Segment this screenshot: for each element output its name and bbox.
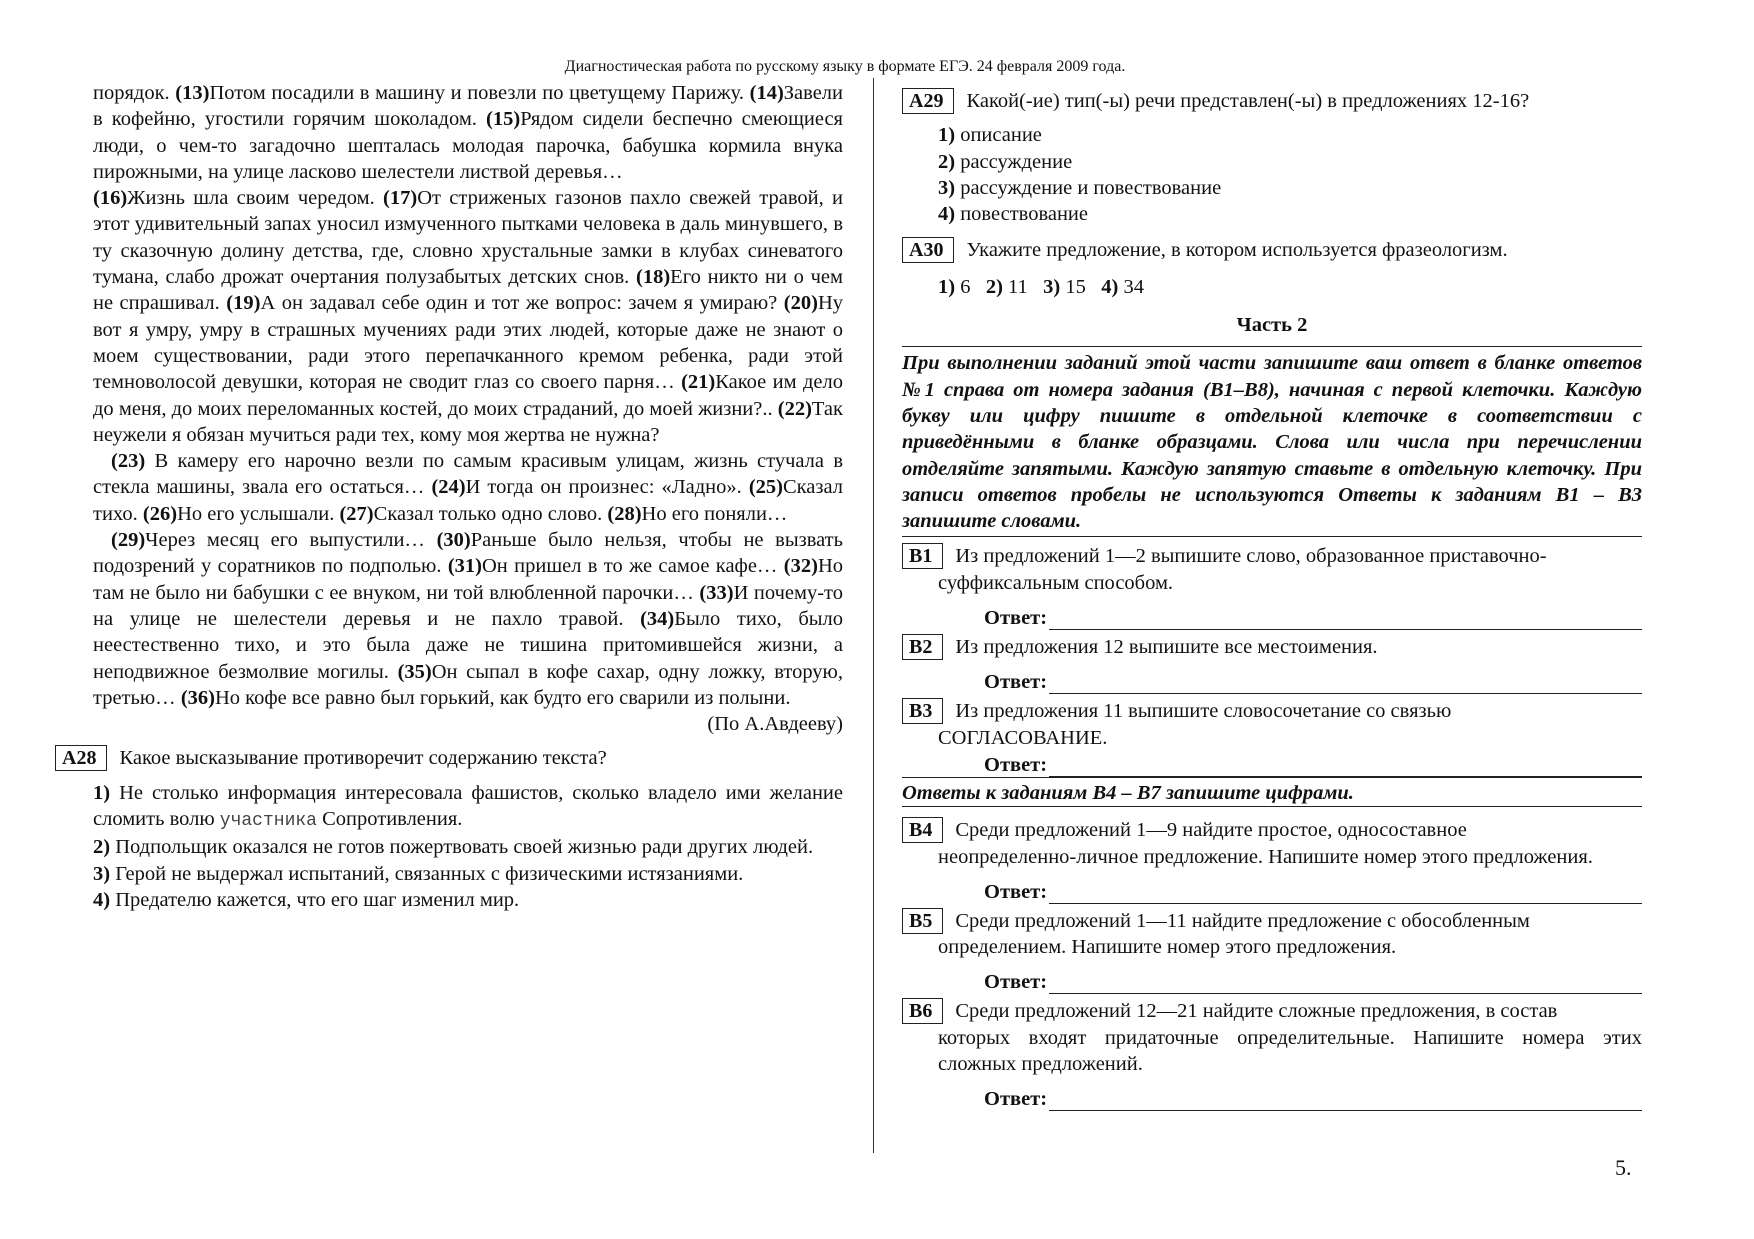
sentence-text: Его никто ни о чем не спрашивал. xyxy=(93,266,843,315)
answer-label: Ответ: xyxy=(984,1088,1048,1111)
sentence-number: (20) xyxy=(783,292,818,315)
sentence-text: Он пришел в то же самое кафе… xyxy=(482,555,784,578)
sentence-text: А он задавал себе один и тот же вопрос: зачем я умираю? xyxy=(260,292,784,315)
task-a29-option xyxy=(938,149,1642,175)
answer-line xyxy=(902,670,1642,694)
task-b1-question: Из предложений 1—2 выпишите слово, образованное приставочно- xyxy=(955,545,1547,568)
answer-blank xyxy=(1049,1090,1642,1111)
task-b5 xyxy=(902,908,1642,995)
task-a28 xyxy=(55,745,843,771)
answer-label: Ответ: xyxy=(984,753,1048,776)
sentence-text: Рядом сидели беспечно смеющиеся люди, о чем-то загадочно шепталась молодая парочка, бабушка кормила внука пирожными, на улице ласково шелестели листвой деревья… xyxy=(93,108,843,183)
sentence-number: (27) xyxy=(339,502,374,525)
sentence-text: Но там не было ни бабушки с ее внуком, ни той влюбленной парочки… xyxy=(93,555,844,604)
option-number: 4) xyxy=(1101,275,1124,298)
words-note: Ответы к заданиям В1 – В3 запишите словами. xyxy=(902,483,1642,533)
part-2-instructions xyxy=(902,350,1642,534)
sentence-text: Но кофе все равно был горький, как будто его сварили из полыни. xyxy=(214,686,791,709)
answer-blank xyxy=(1049,973,1642,994)
part-2-top-rule xyxy=(902,346,1642,347)
task-b2-label: B2 xyxy=(902,634,943,660)
answer-line xyxy=(902,606,1642,630)
task-a30-question: Укажите предложение, в котором используется фразеологизм. xyxy=(966,239,1508,262)
task-a29-question: Какой(-ие) тип(-ы) речи представлен(-ы) в предложениях 12-16? xyxy=(966,90,1530,112)
digits-note: Ответы к заданиям В4 – В7 запишите цифрами. xyxy=(902,781,1354,804)
option-text: Предателю кажется, что его шаг изменил мир. xyxy=(115,888,520,911)
task-a28-label: A28 xyxy=(55,745,107,771)
answer-blank xyxy=(1049,609,1642,630)
option-text: 34 xyxy=(1123,275,1160,298)
answer-label: Ответ: xyxy=(984,880,1048,903)
task-b3-label: B3 xyxy=(902,698,943,724)
task-a30-label: A30 xyxy=(902,237,954,263)
option-number: 2) xyxy=(985,275,1009,298)
task-a28-option xyxy=(93,834,843,860)
story-paragraph xyxy=(93,185,843,448)
task-b1-question-continued: суффиксальным способом. xyxy=(938,571,1174,594)
sentence-text: Было тихо, было неестественно тихо, и это была даже не тишина притомившейся жизни, а неподвижное безмолвие могилы. xyxy=(93,607,844,683)
sentence-number: (34) xyxy=(640,607,675,630)
task-b5-label: B5 xyxy=(902,908,943,934)
task-a29-options xyxy=(938,122,1642,227)
task-a30-options xyxy=(938,274,1642,300)
sentence-text: В камеру его нарочно везли по самым красивым улицам, жизнь стучала в стекла машины, звала его остаться… xyxy=(93,450,843,499)
task-line xyxy=(902,698,1642,724)
answer-line xyxy=(902,753,1642,777)
part-2-instructions-rule xyxy=(902,536,1642,537)
sentence-text: Потом посадили в машину и повезли по цветущему Парижу. xyxy=(209,82,750,104)
option-text: 6 xyxy=(960,275,986,298)
sentence-number: (17) xyxy=(383,187,418,210)
task-b2 xyxy=(902,634,1642,694)
sentence-number: (21) xyxy=(681,371,716,394)
task-b5-question-continued: определением. Напишите номер этого предложения. xyxy=(938,936,1397,959)
task-b4 xyxy=(902,817,1642,904)
sentence-text: Ну вот я умру, умру в страшных мучениях ради этих людей, которые даже не знают о моем существовании, ради этого перепачканного кремом ребенка, ради этой темноволосой девушки, которая не сводит глаз со своего парня… xyxy=(93,292,843,394)
task-b1-label: B1 xyxy=(902,543,943,569)
option-text: Подпольщик оказался не готов пожертвовать своей жизнью ради других людей. xyxy=(115,836,814,859)
task-b5-question: Среди предложений 1—11 найдите предложение с обособленным xyxy=(955,909,1530,932)
task-line xyxy=(902,998,1642,1024)
task-b3-question-continued: СОГЛАСОВАНИЕ. xyxy=(938,726,1108,749)
part-2-title: Часть 2 xyxy=(1236,314,1308,337)
sentence-text: Раньше было нельзя, чтобы не вызвать подозрений у соратников по подполью. xyxy=(93,529,843,578)
answer-line xyxy=(902,970,1642,994)
sentence-text: Сказал тихо. xyxy=(93,476,843,525)
sentence-text: Он сыпал в кофе сахар, одну ложку, вторую, третью… xyxy=(93,660,843,709)
story-text xyxy=(93,80,843,711)
sentence-text: Через месяц его выпустили… xyxy=(145,529,437,552)
page-header: Диагностическая работа по русскому языку в формате ЕГЭ. 24 февраля 2009 года. xyxy=(564,58,1126,75)
sentence-number: (18) xyxy=(636,266,671,289)
sentence-number: (29) xyxy=(111,529,146,552)
task-line xyxy=(902,817,1642,843)
sentence-number: (35) xyxy=(397,660,432,683)
task-b6-question-continued: которых входят придаточные определительные. Напишите номера этих сложных предложений. xyxy=(938,1026,1642,1076)
task-b3 xyxy=(902,698,1642,777)
sentence-text: Но его услышали. xyxy=(177,502,340,525)
answer-label: Ответ: xyxy=(984,607,1048,630)
sentence-number: (24) xyxy=(431,476,466,499)
answer-label: Ответ: xyxy=(984,971,1048,994)
task-b4-question: Среди предложений 1—9 найдите простое, односоставное xyxy=(955,819,1467,842)
task-b4-label: B4 xyxy=(902,817,943,843)
digits-note-top-rule xyxy=(902,777,1642,778)
sentence-text: И тогда он произнес: «Ладно». xyxy=(465,476,749,499)
option-text: рассуждение xyxy=(960,150,1073,173)
task-b2-question: Из предложения 12 выпишите все местоимения. xyxy=(955,636,1378,659)
option-text: Не столько информация интересовала фашистов, сколько владело ими желание сломить волю xyxy=(93,781,844,831)
task-a29-label: A29 xyxy=(902,88,954,114)
task-a29-option xyxy=(938,201,1642,227)
task-line xyxy=(902,634,1642,660)
option-number: 2) xyxy=(938,150,961,173)
answer-line xyxy=(902,1087,1642,1111)
answer-label: Ответ: xyxy=(984,671,1048,694)
sentence-number: (33) xyxy=(699,581,734,604)
task-a28-option xyxy=(93,780,843,835)
option-number: 4) xyxy=(938,203,961,226)
task-line xyxy=(902,908,1642,934)
sentence-number: (22) xyxy=(777,397,812,420)
task-b3-question: Из предложения 11 выпишите словосочетание со связью xyxy=(955,700,1452,723)
sentence-text: Какое им дело до меня, до моих переломанных костей, до моих страданий, до моей жизни?.. xyxy=(93,371,843,420)
sentence-text: Так неужели я обязан мучиться ради тех, кому моя жертва не нужна? xyxy=(93,397,843,446)
digits-note-rule xyxy=(902,806,1642,807)
option-number: 1) xyxy=(938,124,961,147)
sentence-number: (15) xyxy=(486,108,521,131)
task-b6 xyxy=(902,998,1642,1111)
task-b1 xyxy=(902,543,1642,630)
sentence-text: Жизнь шла своим чередом. xyxy=(127,187,384,210)
option-text: Герой не выдержал испытаний, связанных с физическими истязаниями. xyxy=(115,862,744,885)
task-a30 xyxy=(902,237,1642,300)
task-a29 xyxy=(902,88,1642,227)
sentence-number: (19) xyxy=(226,292,261,315)
option-text: 15 xyxy=(1065,275,1102,298)
author-attribution: (По А.Авдееву) xyxy=(707,713,843,736)
option-text-end: Сопротивления. xyxy=(316,808,463,831)
sentence-text: порядок. xyxy=(93,82,176,104)
task-a28-options xyxy=(93,780,843,913)
story-paragraph xyxy=(93,448,843,527)
sentence-number: (14) xyxy=(749,82,784,104)
part-2-instructions-text: При выполнении заданий этой части запишите ваш ответ в бланке ответов №1 справа от номера задания (В1–В8), начиная с первой клеточки. Каждую букву или цифру пишите в отдельной клеточке в соответствии с приведёнными в бланке образцами. Слова или числа при перечислении отделяйте запятыми. Каждую запятую ставьте в отдельную клеточку. При записи ответов пробелы не используются xyxy=(902,352,1642,506)
left-column xyxy=(62,80,844,913)
sentence-number: (36) xyxy=(180,686,215,709)
option-number: 1) xyxy=(938,275,961,298)
sentence-text: Завели в кофейню, угостили горячим шоколадом. xyxy=(93,82,844,131)
sentence-number: (31) xyxy=(447,555,482,578)
sentence-number: (13) xyxy=(175,82,210,104)
sentence-number: (16) xyxy=(93,187,128,210)
option-text: 11 xyxy=(1008,275,1044,298)
sentence-number: (30) xyxy=(436,529,471,552)
task-b6-label: B6 xyxy=(902,998,943,1024)
option-number: 4) xyxy=(93,888,116,911)
task-a29-option xyxy=(938,122,1642,148)
b-tasks xyxy=(902,543,1642,1111)
option-text-mono: участника xyxy=(219,811,317,832)
option-number: 2) xyxy=(93,836,116,859)
task-a30-question-line xyxy=(902,237,1642,263)
task-a28-question-line xyxy=(55,745,843,771)
task-line xyxy=(902,543,1642,569)
sentence-number: (32) xyxy=(783,555,818,578)
sentence-text: От стриженых газонов пахло свежей травой, и этот удивительный запах уносил измученного пытками человека в даль минувшего, в ту сказочную долину детства, где, словно хрустальные замки в клубах синеватого тумана, слабо дрожат очертания полузабытых детских снов. xyxy=(93,187,843,289)
task-b6-question: Среди предложений 12—21 найдите сложные предложения, в состав xyxy=(955,1000,1558,1023)
option-number: 1) xyxy=(93,781,120,804)
sentence-text: Но его поняли… xyxy=(641,502,788,525)
sentence-text: Сказал только одно слово. xyxy=(373,502,608,525)
sentence-number: (25) xyxy=(748,476,783,499)
sentence-text: И почему-то на улице не шелестели деревья и не пахло травой. xyxy=(93,581,843,630)
task-a28-question: Какое высказывание противоречит содержанию текста? xyxy=(119,747,607,770)
option-text: рассуждение и повествование xyxy=(960,176,1222,199)
task-b4-question-continued: неопределенно-личное предложение. Напишите номер этого предложения. xyxy=(938,845,1593,868)
answer-blank xyxy=(1049,673,1642,694)
task-a29-question-line xyxy=(902,88,1642,114)
sentence-number: (23) xyxy=(111,450,146,473)
story-paragraph xyxy=(93,527,843,711)
task-a28-option xyxy=(93,861,843,887)
column-divider xyxy=(873,78,874,1153)
story-paragraph xyxy=(93,80,843,185)
task-a28-option xyxy=(93,887,843,913)
sentence-number: (28) xyxy=(607,502,642,525)
answer-line xyxy=(902,880,1642,904)
option-number: 3) xyxy=(1043,275,1066,298)
answer-blank xyxy=(1049,756,1642,777)
right-column xyxy=(902,88,1642,1111)
sentence-number: (26) xyxy=(142,502,178,525)
option-text: повествование xyxy=(960,203,1088,226)
option-text: описание xyxy=(960,124,1042,147)
page-number: 5. xyxy=(1615,1155,1632,1180)
answer-blank xyxy=(1049,883,1642,904)
task-a29-option xyxy=(938,175,1642,201)
option-number: 3) xyxy=(93,862,116,885)
option-number: 3) xyxy=(938,176,961,199)
